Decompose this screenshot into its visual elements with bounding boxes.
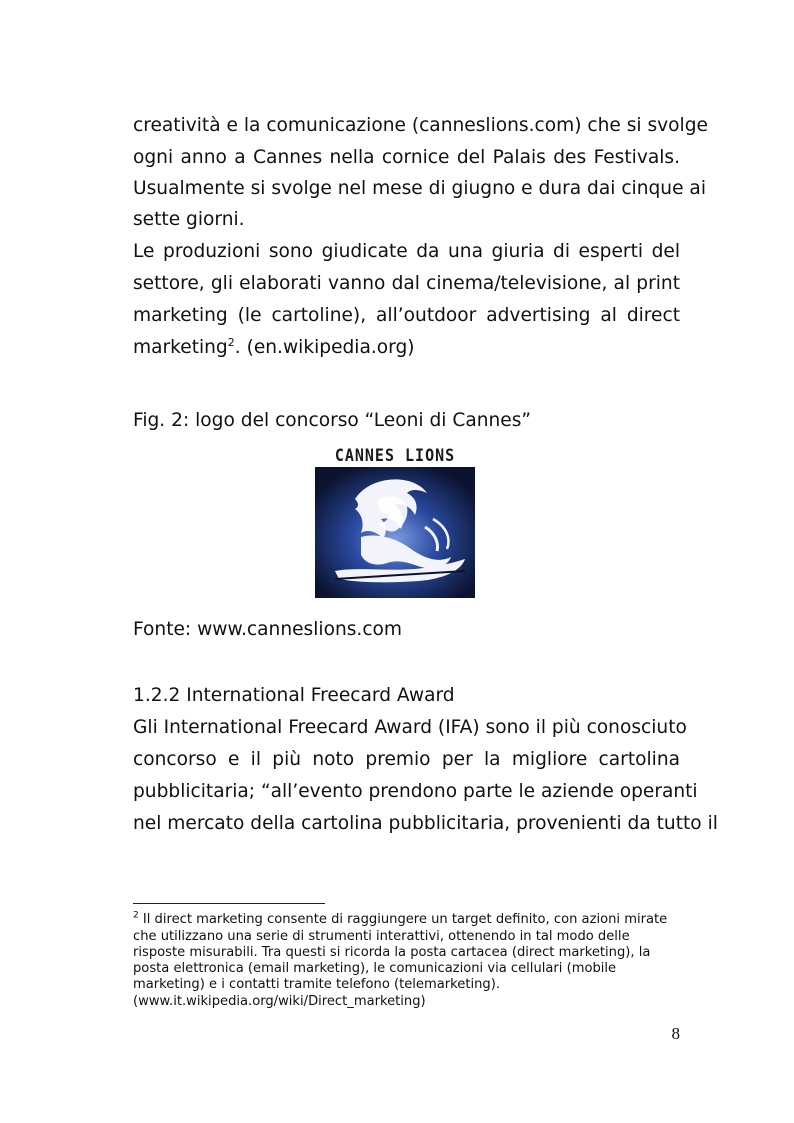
footnote-line — [133, 912, 680, 928]
body-text-line: Le produzioni sono giudicate da una giuria di esperti del — [133, 241, 680, 262]
footnote-line: che utilizzano una serie di strumenti interattivi, ottenendo in tal modo delle — [133, 929, 630, 944]
footnote-line: (www.it.wikipedia.org/wiki/Direct_marketing) — [133, 994, 426, 1009]
footnote-separator — [133, 903, 325, 904]
citation-text: . (en.wikipedia.org) — [234, 337, 415, 358]
footnote-line: risposte misurabili. Tra questi si ricorda la posta cartacea (direct marketing), la — [133, 945, 651, 960]
footnote-text: Il direct marketing consente di raggiungere un target definito, con azioni mirate — [138, 912, 668, 927]
body-text-line: creatività e la comunicazione (canneslions.com) che si svolge — [133, 115, 708, 136]
body-text-line: Usualmente si svolge nel mese di giugno e dura dai cinque ai — [133, 178, 706, 199]
body-text-line — [133, 336, 680, 360]
body-text-line: nel mercato della cartolina pubblicitaria, provenienti da tutto il — [133, 813, 718, 834]
section-heading: 1.2.2 International Freecard Award — [133, 685, 455, 706]
footnote-line: posta elettronica (email marketing), le comunicazioni via cellulari (mobile — [133, 961, 617, 976]
footnote-reference[interactable]: 2 — [227, 335, 235, 349]
cannes-lions-logo — [315, 467, 475, 598]
footnote-line: marketing) e i contatti tramite telefono (telemarketing). — [133, 977, 500, 992]
figure-source: Fonte: www.canneslions.com — [133, 619, 403, 640]
body-text-line: pubblicitaria; “all’evento prendono parte le aziende operanti — [133, 781, 698, 802]
body-text-line: ogni anno a Cannes nella cornice del Palais des Festivals. — [133, 147, 680, 168]
logo-wordmark: CANNES LIONS — [334, 444, 456, 466]
lion-icon — [315, 467, 475, 598]
page-number: 8 — [671, 1024, 680, 1043]
body-text-line: settore, gli elaborati vanno dal cinema/televisione, al print — [133, 273, 680, 294]
footnote-anchor-text: marketing — [133, 337, 228, 358]
body-text-line: marketing (le cartoline), all’outdoor advertising al direct — [133, 305, 680, 326]
body-text-line: sette giorni. — [133, 209, 245, 230]
footnote-number: 2 — [133, 910, 139, 921]
body-text-line: concorso e il più noto premio per la migliore cartolina — [133, 749, 680, 770]
body-text-line: Gli International Freecard Award (IFA) sono il più conosciuto — [133, 717, 687, 738]
figure-caption: Fig. 2: logo del concorso “Leoni di Cannes” — [133, 410, 532, 431]
